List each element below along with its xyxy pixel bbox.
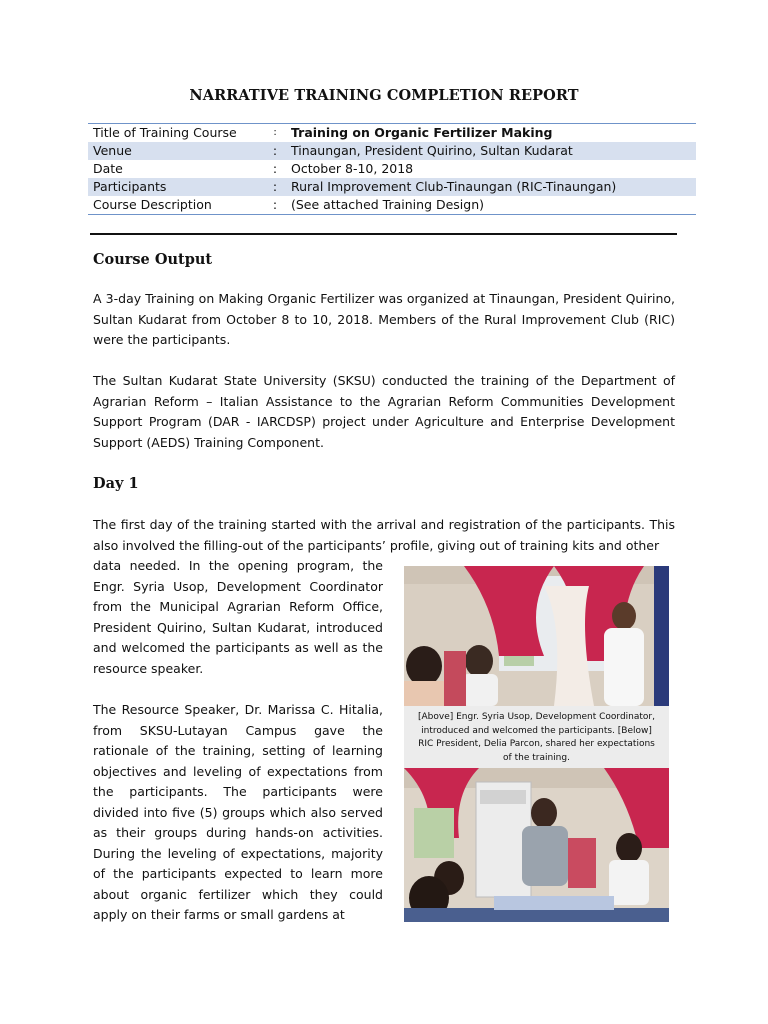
day1-paragraph-1-wrap: data needed. In the opening program, the Engr. Syria Usop, Development Coordinator from the Municipal Agrarian Reform Office, President Quirino, Sultan Kudarat, introduced and welcomed the participants as well as the resource speaker.: [93, 558, 383, 676]
day1-paragraph-2: The Resource Speaker, Dr. Marissa C. Hitalia, from SKSU-Lutayan Campus gave the rationale of the training, setting of learning objectives and leveling of expectations from the participants. The participants were divided into five (5) groups which also served as their groups during hands-on activities. During the leveling of expectations, majority of the participants expected to learn more about organic fertilizer which they could apply on their farms or small gardens at: [93, 702, 383, 922]
info-row-date: [88, 160, 696, 178]
day1-paragraph-1-full: The first day of the training started with the arrival and registration of the participants. This also involved the filling-out of the participants’ profile, giving out of training kits and other: [93, 517, 675, 553]
info-row-description: [88, 196, 696, 214]
info-colon: :: [272, 197, 278, 212]
photo-figure: [404, 566, 669, 922]
course-output-paragraph-1: A 3-day Training on Making Organic Fertilizer was organized at Tinaungan, President Quirino, Sultan Kudarat from October 8 to 10, 2018. Members of the Rural Improvement Club (RIC) were the participants.: [93, 291, 675, 347]
info-row-title: [88, 124, 696, 142]
info-row-venue: [88, 142, 696, 160]
photo-expectations: [404, 768, 669, 922]
info-colon: :: [272, 161, 278, 176]
info-label: Course Description: [93, 197, 212, 212]
info-value: Tinaungan, President Quirino, Sultan Kudarat: [291, 143, 573, 158]
info-colon: :: [273, 127, 277, 138]
info-label: Date: [93, 161, 123, 176]
info-label: Title of Training Course: [93, 125, 237, 140]
info-label: Venue: [93, 143, 132, 158]
course-output-heading: Course Output: [93, 251, 213, 268]
photo-opening-program: [404, 566, 669, 706]
day1-heading: Day 1: [93, 475, 139, 492]
course-output-paragraph-2: The Sultan Kudarat State University (SKSU) conducted the training of the Department of Agrarian Reform – Italian Assistance to the Agrarian Reform Communities Development Support Program (DAR - IARCDSP) project under Agriculture and Enterprise Development Support (AEDS) Training Component.: [93, 373, 675, 450]
info-colon: :: [272, 143, 278, 158]
info-label: Participants: [93, 179, 167, 194]
photo-caption: [Above] Engr. Syria Usop, Development Coordinator, introduced and welcomed the participants. [Below] RIC President, Delia Parcon, shared her expectations of the training.: [404, 706, 669, 768]
info-colon: :: [272, 179, 278, 194]
info-value: (See attached Training Design): [291, 197, 485, 212]
info-value: Training on Organic Fertilizer Making: [291, 125, 553, 140]
training-info-table: [88, 123, 696, 215]
info-value: October 8-10, 2018: [291, 161, 414, 176]
report-title: NARRATIVE TRAINING COMPLETION REPORT: [189, 87, 579, 104]
section-divider: [90, 233, 677, 235]
info-row-participants: [88, 178, 696, 196]
info-value: Rural Improvement Club-Tinaungan (RIC-Tinaungan): [291, 179, 617, 194]
